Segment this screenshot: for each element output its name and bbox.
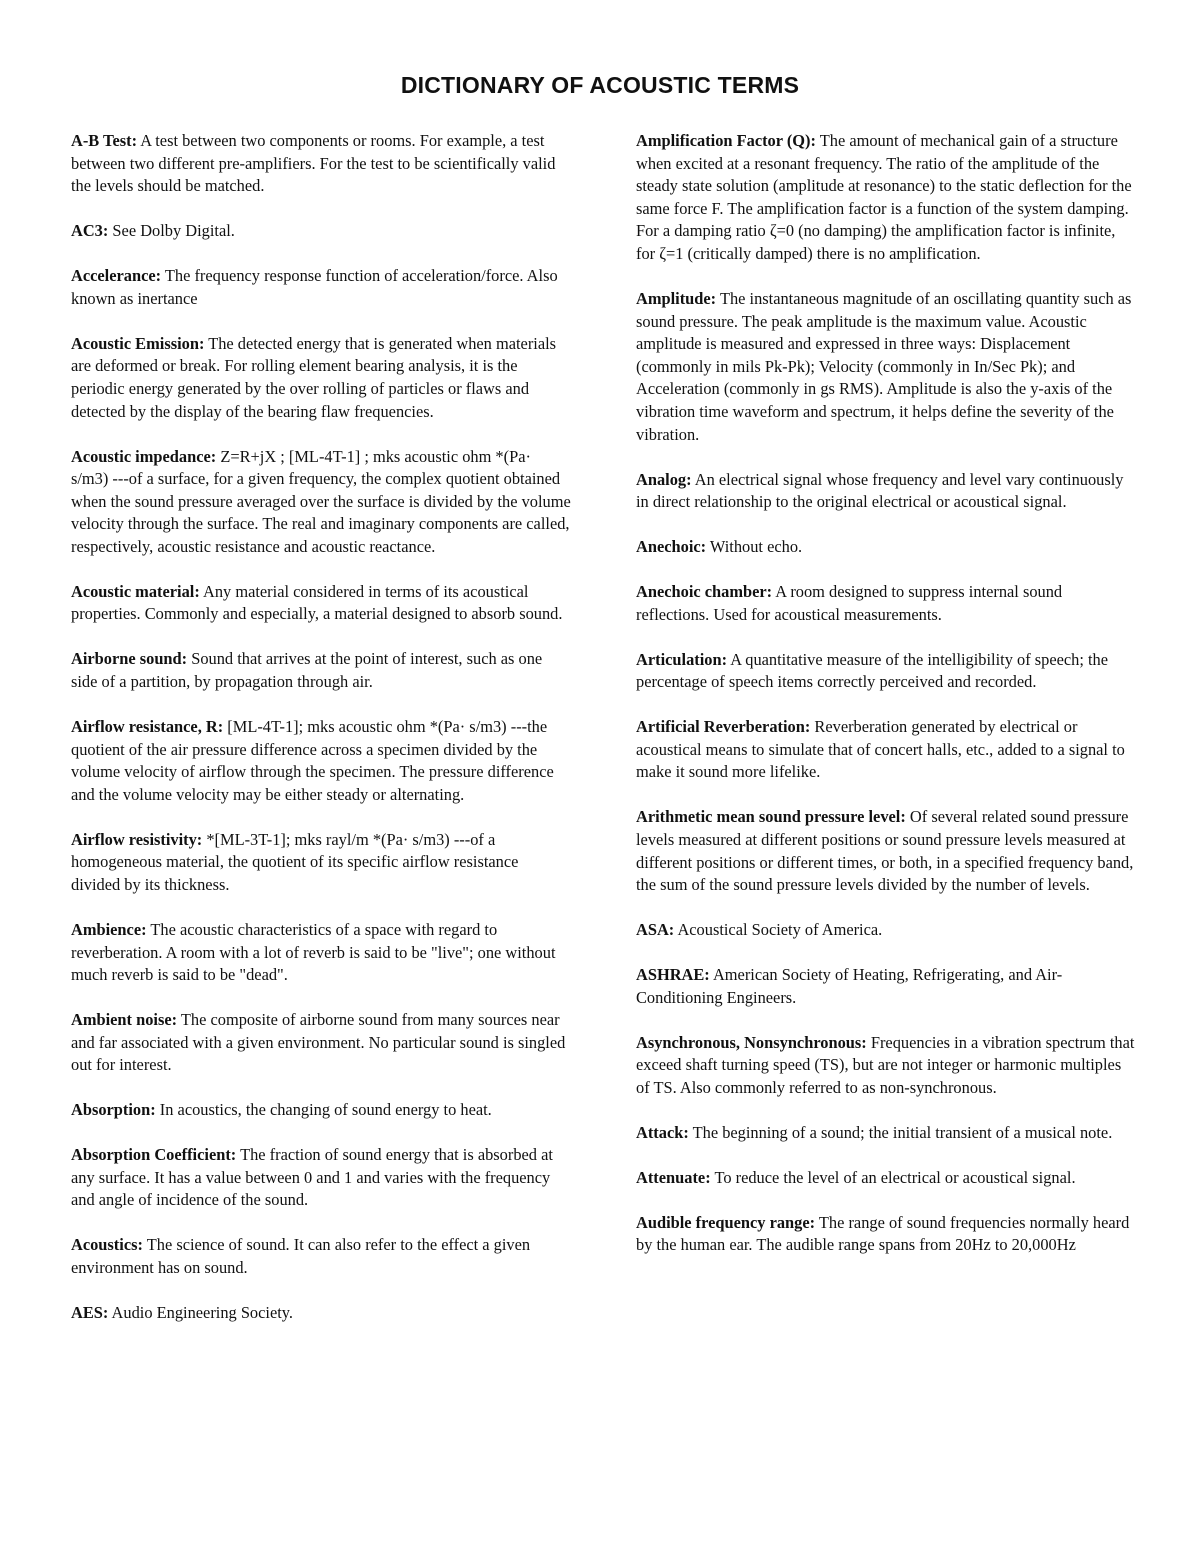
glossary-entry — [71, 446, 571, 559]
entry-definition: The acoustic characteristics of a space with regard to reverberation. A room with a lot of reverb is said to be "live"; one without much reverb is said to be "dead". — [71, 919, 556, 985]
entry-definition: The detected energy that is generated when materials are deformed or break. For rolling element bearing analysis, it is the periodic energy generated by the over rolling of particles or flaws and detected by the display of the bearing flaw frequencies. — [71, 333, 557, 421]
entry-definition: The composite of airborne sound from many sources near and far associated with a given environment. No particular sound is singled out for interest. — [71, 1010, 566, 1075]
entry-definition: American Society of Heating, Refrigerating, and Air-Conditioning Engineers. — [636, 965, 1063, 1007]
page-title: DICTIONARY OF ACOUSTIC TERMS — [400, 72, 800, 98]
entry-definition: *[ML-3T-1]; mks rayl/m *(Pa· s/m3) ---of a homogeneous material, the quotient of its specific airflow resistance divided by its thickness. — [71, 829, 519, 894]
glossary-entry — [71, 1302, 571, 1325]
entry-definition: Any material considered in terms of its acoustical properties. Commonly and especially, a material designed to absorb sound. — [71, 581, 563, 624]
entry-definition: Reverberation generated by electrical or acoustical means to simulate that of concert halls, etc., added to a signal to make it sound more lifelike. — [636, 717, 1125, 782]
glossary-entry — [71, 1009, 571, 1077]
glossary-entry — [636, 919, 1136, 942]
glossary-entry — [636, 1122, 1136, 1145]
entry-definition: See Dolby Digital. — [108, 221, 235, 241]
glossary-entry — [71, 829, 571, 897]
entry-definition: Acoustical Society of America. — [674, 920, 883, 940]
entry-term: ASA: — [636, 920, 675, 940]
entry-term: Asynchronous, Nonsynchronous: — [636, 1032, 867, 1052]
entry-term: Airflow resistance, R: — [71, 717, 224, 737]
entry-definition: The beginning of a sound; the initial transient of a musical note. — [688, 1122, 1113, 1142]
glossary-entry — [71, 1144, 571, 1212]
entry-definition: The frequency response function of acceleration/force. Also known as inertance — [71, 266, 558, 308]
glossary-entry — [636, 581, 1136, 626]
entry-definition: The science of sound. It can also refer to the effect a given environment has on sound. — [71, 1235, 531, 1278]
entry-term: Absorption Coefficient: — [71, 1145, 237, 1165]
entry-definition: Frequencies in a vibration spectrum that exceed shaft turning speed (TS), but are not integer or harmonic multiples of TS. Also commonly referred to as non-synchronous. — [636, 1032, 1135, 1097]
entry-term: Airborne sound: — [71, 649, 188, 669]
entry-definition: Sound that arrives at the point of interest, such as one side of a partition, by propagation through air. — [71, 649, 543, 692]
entry-term: AC3: — [71, 221, 109, 241]
glossary-entry — [71, 333, 571, 423]
entry-term: Amplification Factor (Q): — [636, 131, 816, 150]
entry-definition: A room designed to suppress internal sound reflections. Used for acoustical measurements. — [636, 582, 1063, 624]
entry-term: Articulation: — [636, 649, 728, 669]
entry-term: Ambience: — [71, 919, 147, 939]
entry-definition: Without echo. — [706, 537, 803, 557]
entry-term: Acoustics: — [71, 1235, 143, 1255]
glossary-entry — [636, 806, 1136, 896]
entry-definition: [ML-4T-1]; mks acoustic ohm *(Pa· s/m3) ---the quotient of the air pressure difference across a specimen divided by the volume velocity of airflow through the specimen. The pressure difference and the volume velocity may be either steady or alternating. — [71, 717, 554, 804]
glossary-entry — [636, 649, 1136, 694]
glossary-entry — [71, 265, 571, 310]
glossary-entry — [71, 220, 571, 243]
glossary-entry — [71, 581, 571, 626]
entry-term: Accelerance: — [71, 266, 162, 286]
entry-definition: To reduce the level of an electrical or acoustical signal. — [710, 1167, 1076, 1187]
entry-definition: An electrical signal whose frequency and level vary continuously in direct relationship to the original electrical or acoustical signal. — [636, 469, 1124, 512]
glossary-entry — [636, 288, 1136, 446]
entry-definition: A test between two components or rooms. For example, a test between two different pre-amplifiers. For the test to be scientifically valid the levels should be matched. — [71, 131, 556, 196]
entry-term: Airflow resistivity: — [71, 829, 203, 849]
entry-term: A-B Test: — [71, 131, 138, 150]
entry-definition: Of several related sound pressure levels measured at different positions or sound pressure levels measured at different positions or different times, or both, in a specified frequency band, the sum of the sound pressure levels divided by the number of levels. — [636, 807, 1134, 895]
entry-term: Arithmetic mean sound pressure level: — [636, 807, 906, 827]
entry-term: Absorption: — [71, 1100, 156, 1120]
entry-term: Attack: — [636, 1122, 689, 1142]
entry-term: Acoustic Emission: — [71, 333, 205, 353]
glossary-entry — [71, 130, 571, 198]
entry-term: Anechoic: — [636, 537, 707, 557]
entry-definition: The amount of mechanical gain of a structure when excited at a resonant frequency. The ratio of the amplitude of the steady state solution (amplitude at resonance) to the static deflection for the same force F. The amplification factor is a function of the system damping. For a damping ratio ζ=0 (no damping) the amplification factor is infinite, for ζ=1 (critically damped) there is no amplification. — [636, 131, 1132, 263]
glossary-entry — [636, 1167, 1136, 1190]
entry-term: Acoustic material: — [71, 581, 200, 601]
glossary-entry — [71, 1099, 571, 1122]
entry-term: Acoustic impedance: — [71, 446, 217, 466]
entry-term: ASHRAE: — [636, 965, 710, 985]
entry-definition: Z=R+jX ; [ML-4T-1] ; mks acoustic ohm *(Pa· s/m3) ---of a surface, for a given frequency, the complex quotient obtained when the sound pressure averaged over the surface is divided by the volume velocity through the surface. The real and imaginary components are called, respectively, acoustic resistance and acoustic reactance. — [71, 446, 571, 556]
glossary-entry — [636, 130, 1136, 266]
right-column — [636, 130, 1136, 1279]
entry-definition: Audio Engineering Society. — [108, 1303, 294, 1323]
glossary-entry — [71, 1234, 571, 1279]
entry-term: Artificial Reverberation: — [636, 717, 811, 737]
glossary-entry — [636, 536, 1136, 559]
entry-term: Attenuate: — [636, 1167, 711, 1187]
glossary-entry — [71, 919, 571, 987]
glossary-entry — [636, 469, 1136, 514]
entry-term: Anechoic chamber: — [636, 582, 773, 602]
glossary-entry — [636, 1212, 1136, 1257]
entry-definition: In acoustics, the changing of sound energy to heat. — [155, 1100, 492, 1120]
entry-term: Ambient noise: — [71, 1010, 178, 1030]
entry-definition: The instantaneous magnitude of an oscillating quantity such as sound pressure. The peak amplitude is the maximum value. Acoustic amplitude is measured and expressed in three ways: Displacement (commonly in mils Pk-Pk); Velocity (commonly in In/Sec Pk); and Acceleration (commonly in gs RMS). Amplitude is also the y-axis of the vibration time waveform and spectrum, it helps define the severity of the vibration. — [636, 288, 1132, 444]
entry-term: AES: — [71, 1303, 109, 1323]
glossary-entry — [636, 1032, 1136, 1100]
glossary-entry — [71, 648, 571, 693]
left-column — [71, 130, 571, 1347]
entry-term: Amplitude: — [636, 288, 717, 308]
entry-term: Audible frequency range: — [636, 1212, 816, 1232]
entry-term: Analog: — [636, 469, 692, 489]
entry-definition: The fraction of sound energy that is absorbed at any surface. It has a value between 0 and 1 and varies with the frequency and angle of incidence of the sound. — [71, 1145, 553, 1210]
entry-definition: The range of sound frequencies normally heard by the human ear. The audible range spans from 20Hz to 20,000Hz — [636, 1212, 1130, 1255]
glossary-entry — [71, 716, 571, 806]
glossary-entry — [636, 716, 1136, 784]
glossary-entry — [636, 964, 1136, 1009]
entry-definition: A quantitative measure of the intelligibility of speech; the percentage of speech items correctly perceived and recorded. — [636, 649, 1109, 692]
